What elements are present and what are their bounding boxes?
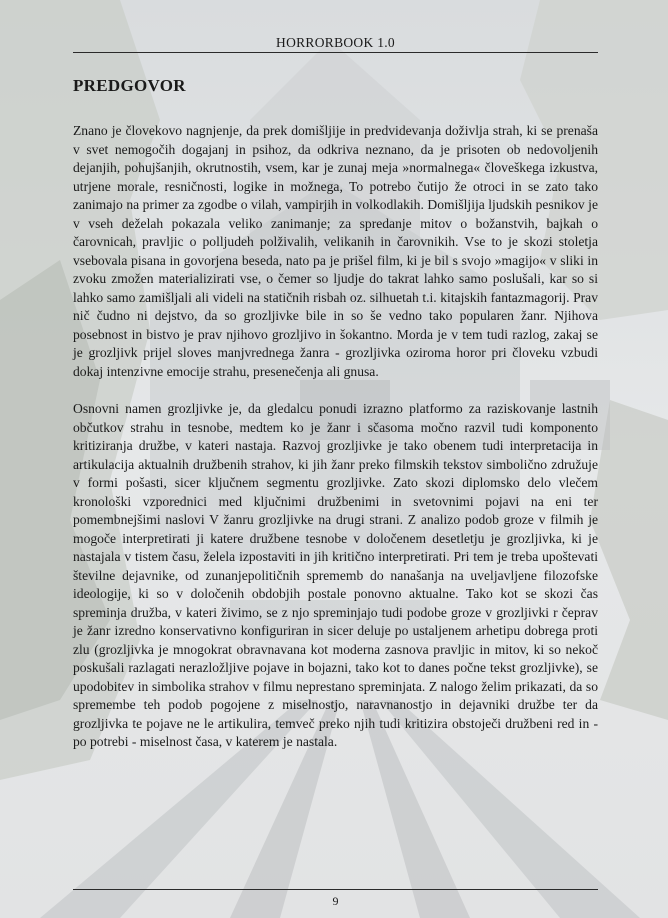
paragraph-2: Osnovni namen grozljivke je, da gledalcu ponudi izrazno platformo za raziskovanje lastnih občutkov strahu in tesnobe, medtem ko je žanr i sčasoma močno razvil tudi komponento kritiziranja družbe, v kateri nastaja. Razvoj grozljivke je tako obenem tudi interpretacija in artikulacija aktualnih družbenih strahov, ki jih žanr preko filmskih tekstov simbolično združuje v formi pošasti, sicer ključnem segmentu grozljivke. Zato skozi diplomsko delo vlečem kronološki vzporednici med ključnimi družbenimi in svetovnimi pojavi na eni ter pomembnejšimi naslovi V žanru grozljivke na drugi strani. Z analizo podob groze v filmih je mogoče interpretirati ji katere družbene tesnobe v določenem desetletju je grozljivka, ki je nastajala v tistem času, želela izpostaviti in jih kritično interpretirati. Pri tem je treba upoštevati številne dejavnike, od zunanjepolitičnih sprememb do nanašanja na uveljavljene filozofske ideologije, ki so v določenih obdobjih postale ponovno aktualne. Tako kot se skozi čas spreminja družba, v kateri živimo, se z njo spreminjajo tudi podobe groze v grozljivki r čeprav je žanr izredno konservativno konfiguriran in sicer deluje po ustaljenem arhetipu dobrega proti zlu (grozljivka je mnogokrat obravnavana kot moderna zasnova pravljic in mitov, ki so nekoč poskušali razlagati nerazložljive pojave in bojazni, tako kot to danes počne tekst grozljivke), se upodobitev in simbolika strahov v filmu neprestano spreminjata. Z nalogo želim prikazati, da so spremembe teh podob pogojene z miselnostjo, naravnanostjo in dejavniki družbe ter da grozljivka te pojave ne le artikulira, temveč preko njih tudi kritizira obstoječi družbeni red in - po potrebi - miselnost časa, v katerem je nastala. xyxy=(73,401,598,749)
page-number: 9 xyxy=(332,894,339,908)
section-heading: PREDGOVOR xyxy=(73,76,186,95)
body-text xyxy=(73,122,598,771)
running-header: HORRORBOOK 1.0 xyxy=(276,35,395,50)
header-divider xyxy=(73,52,598,53)
footer-divider xyxy=(73,889,598,890)
paragraph-1: Znano je človekovo nagnjenje, da prek domišljije in predvidevanja doživlja strah, ki se prenaša v svet nemogočih dogajanj in psihoz, da odkriva neznano, da je prisoten ob nedovoljenih dejanjih, pohujšanjih, okrutnostih, vsem, kar je zunaj meja »normalnega« človeškega izkustva, utrjene morale, resničnosti, logike in možnega, To potrebo čutijo že otroci in se zato tako zanimajo na primer za zgodbe o vilah, vampirjih in volkodlakih. Domišljija ljudskih pesnikov je v vseh deželah pokazala veliko zanimanje; za spredanje mitov o božanstvih, bajkah o čarovnicah, pravljic o polljudeh polživalih, velikanih in čarovnikih. Vse to je skozi stoletja vsebovala pisana in govorjena beseda, nato pa je prišel film, ki je bil s svojo »magijo« v sliki in zvoku zmožen materializirati vse, o čemer so ljudje do takrat lahko samo poslušali, kar so si lahko samo zamišljali ali videli na statičnih risbah oz. silhuetah t.i. kitajskih fantazmagorij. Prav nič čudno ni dejstvo, da so grozljivke bile in so še vedno tako popularen žanr. Njihova posebnost in bistvo je prav njihovo grozljivo in šokantno. Morda je v tem tudi razlog, zakaj se je grozljivk prijel sloves manjvrednega žanra - grozljivka oziroma horor pri človeku vzbudi dokaj intenzivne emocije strahu, presenečenja ali gnusa. xyxy=(73,123,598,379)
